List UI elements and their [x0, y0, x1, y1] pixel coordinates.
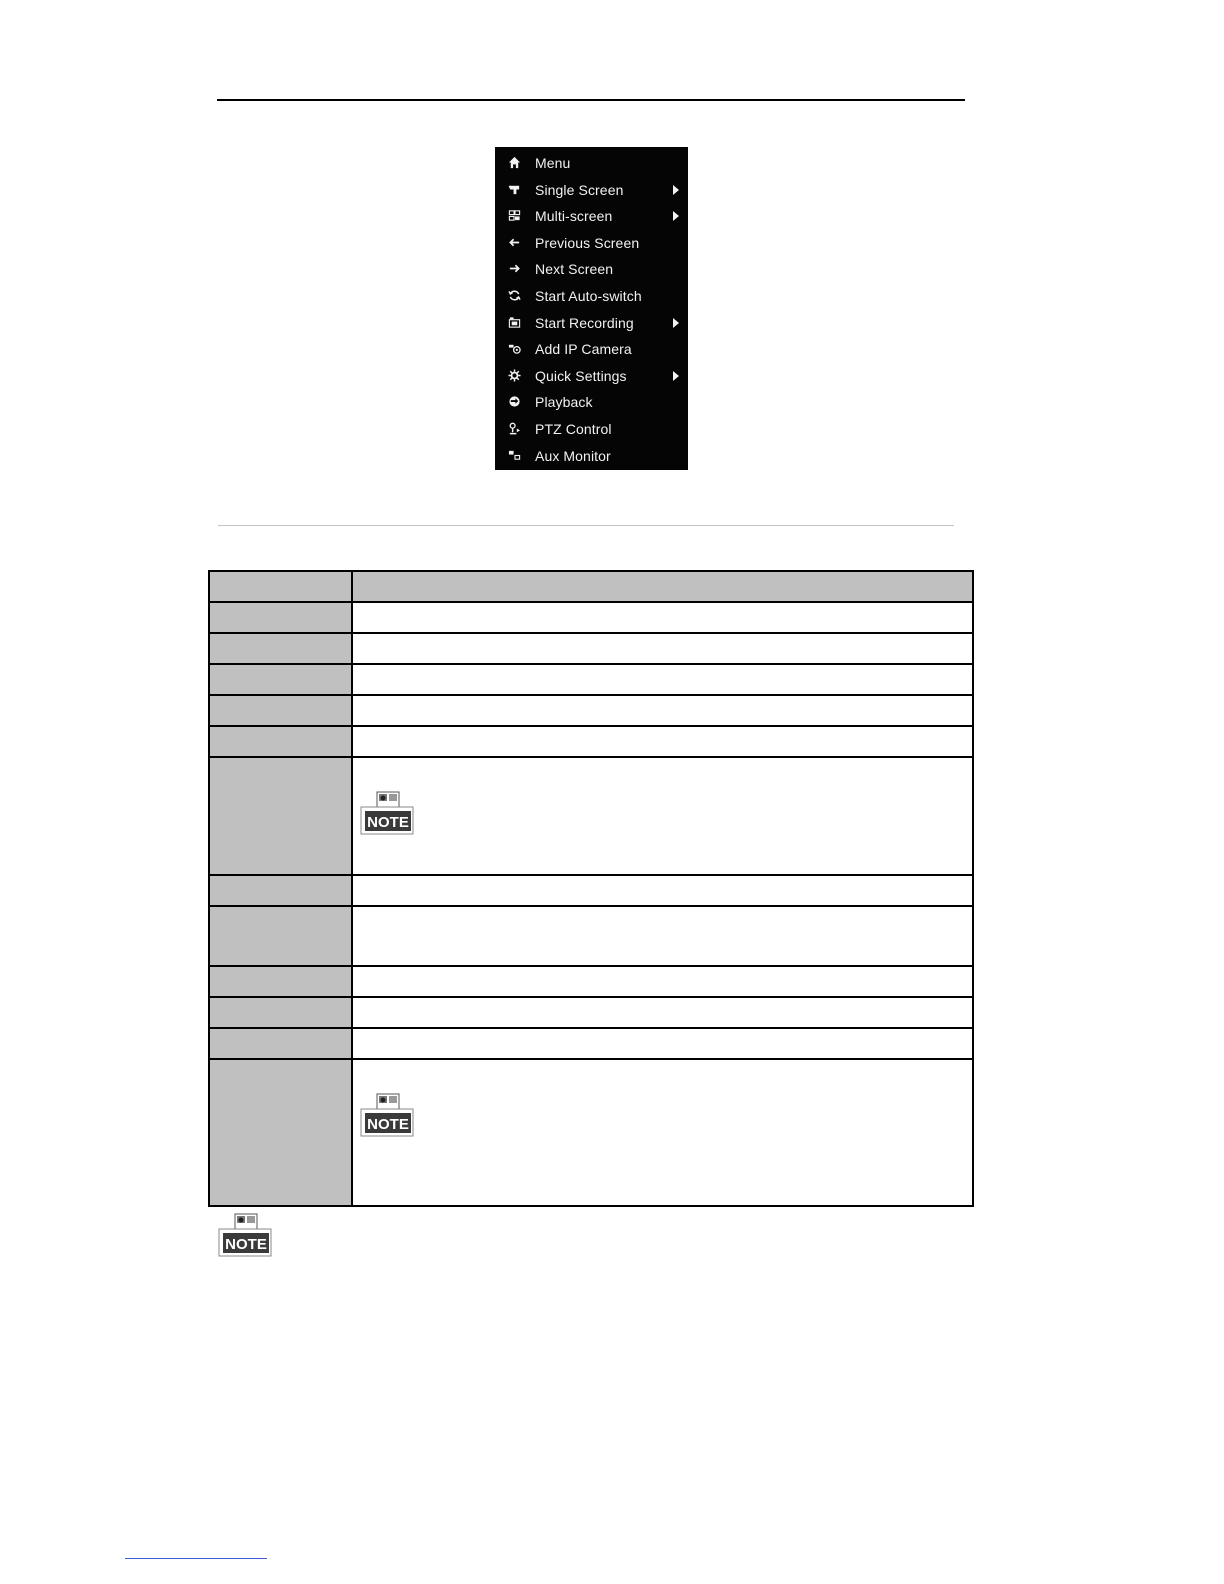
- submenu-arrow-icon: [673, 211, 679, 221]
- menu-item-label: Menu: [535, 155, 571, 171]
- playback-icon: [507, 394, 522, 409]
- menu-item-label: Single Screen: [535, 181, 624, 198]
- menu-item-label: Quick Settings: [535, 367, 627, 384]
- table-cell-description: [353, 758, 972, 874]
- monitor-icon: [507, 448, 522, 463]
- table-cell-description: [353, 696, 972, 725]
- table-row: [210, 758, 972, 874]
- table-cell-item: [210, 1029, 351, 1058]
- table-cell-item: [210, 696, 351, 725]
- table-row: [210, 967, 972, 996]
- menu-item-next-screen[interactable]: [495, 256, 688, 283]
- table-cell-item: [210, 876, 351, 905]
- ip-camera-icon: [507, 341, 522, 356]
- table-cell-item: [210, 1060, 351, 1205]
- camera-icon: [507, 182, 522, 197]
- table-row: [210, 907, 972, 965]
- table-cell-description: [353, 634, 972, 663]
- table-row: [210, 998, 972, 1027]
- table-cell-description: [353, 998, 972, 1027]
- menu-item-label: Aux Monitor: [535, 447, 611, 464]
- table-cell-item: [210, 603, 351, 632]
- arrow-left-icon: [507, 235, 522, 250]
- table-cell-item: [210, 758, 351, 874]
- table-row: [210, 634, 972, 663]
- table-cell-item: [210, 727, 351, 756]
- table-cell-description: [353, 1060, 972, 1205]
- menu-item-label: Start Auto-switch: [535, 287, 642, 304]
- menu-item-label: Playback: [535, 394, 593, 411]
- context-menu: [495, 147, 688, 470]
- table-cell-description: [353, 876, 972, 905]
- home-icon: [507, 155, 522, 170]
- note-icon: [360, 1093, 414, 1137]
- note-label: NOTE: [367, 814, 409, 831]
- table-row: [210, 876, 972, 905]
- menu-item-multi-screen[interactable]: [495, 203, 688, 230]
- table-header-cell: [353, 572, 972, 601]
- menu-description-table: [208, 570, 974, 1207]
- section-divider: [218, 525, 954, 526]
- menu-item-previous-screen[interactable]: [495, 230, 688, 257]
- menu-item-menu[interactable]: [495, 150, 688, 177]
- table-cell-item: [210, 907, 351, 965]
- grid-icon: [507, 208, 522, 223]
- table-cell-description: [353, 603, 972, 632]
- menu-item-label: Start Recording: [535, 314, 634, 331]
- footer-link-rule: [125, 1558, 267, 1559]
- menu-item-single-screen[interactable]: [495, 177, 688, 204]
- table-row: [210, 696, 972, 725]
- table-row: [210, 665, 972, 694]
- menu-item-add-ip-camera[interactable]: [495, 336, 688, 363]
- menu-item-aux-monitor[interactable]: [495, 443, 688, 470]
- table-cell-item: [210, 665, 351, 694]
- table-cell-item: [210, 998, 351, 1027]
- menu-item-ptz-control[interactable]: [495, 416, 688, 443]
- table-row: [210, 1029, 972, 1058]
- menu-item-label: Add IP Camera: [535, 341, 632, 358]
- header-rule: [217, 99, 965, 101]
- table-header-cell: [210, 572, 351, 601]
- table-cell-description: [353, 727, 972, 756]
- arrow-right-icon: [507, 261, 522, 276]
- menu-item-label: PTZ Control: [535, 420, 612, 437]
- menu-item-label: Previous Screen: [535, 234, 640, 251]
- table-cell-description: [353, 907, 972, 965]
- submenu-arrow-icon: [673, 185, 679, 195]
- table-header-row: [210, 572, 972, 601]
- table-row: [210, 1060, 972, 1205]
- menu-item-playback[interactable]: [495, 389, 688, 416]
- gear-icon: [507, 368, 522, 383]
- menu-item-quick-settings[interactable]: [495, 363, 688, 390]
- note-label: NOTE: [225, 1236, 267, 1253]
- table-cell-description: [353, 1029, 972, 1058]
- table-cell-item: [210, 634, 351, 663]
- submenu-arrow-icon: [673, 318, 679, 328]
- submenu-arrow-icon: [673, 371, 679, 381]
- note-label: NOTE: [367, 1116, 409, 1133]
- menu-item-start-recording[interactable]: [495, 310, 688, 337]
- note-icon: [218, 1213, 272, 1257]
- table-cell-description: [353, 967, 972, 996]
- table-row: [210, 727, 972, 756]
- table-cell-item: [210, 967, 351, 996]
- table-row: [210, 603, 972, 632]
- menu-item-label: Multi-screen: [535, 208, 613, 225]
- refresh-icon: [507, 288, 522, 303]
- menu-item-start-auto-switch[interactable]: [495, 283, 688, 310]
- record-icon: [507, 315, 522, 330]
- table-cell-description: [353, 665, 972, 694]
- menu-item-label: Next Screen: [535, 261, 614, 278]
- note-icon: [360, 791, 414, 835]
- ptz-icon: [507, 421, 522, 436]
